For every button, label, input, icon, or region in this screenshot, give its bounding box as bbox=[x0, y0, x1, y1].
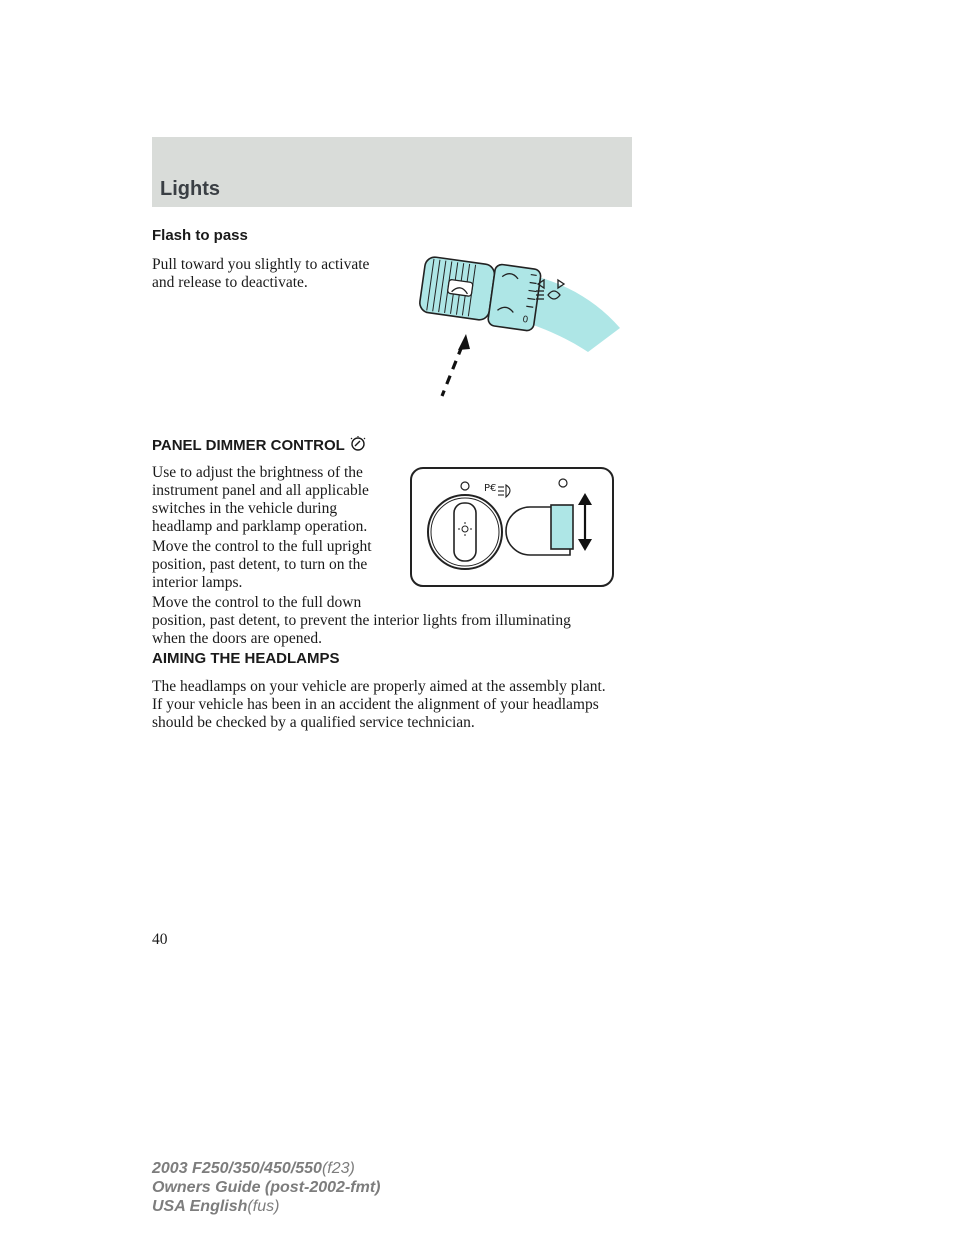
header-band bbox=[152, 137, 632, 207]
panel-dimmer-paragraph-2: Move the control to the full upright position, past detent, to turn on the interior lamps. bbox=[152, 538, 372, 591]
headlamp-switch-illustration bbox=[410, 467, 614, 587]
svg-text:0: 0 bbox=[521, 314, 529, 326]
panel-dimmer-heading: PANEL DIMMER CONTROL bbox=[152, 435, 367, 454]
dimmer-icon bbox=[349, 435, 367, 453]
footer-language-code: (fus) bbox=[247, 1198, 280, 1215]
multifunction-lever-illustration bbox=[408, 250, 628, 402]
footer-guide: Owners Guide (post-2002-fmt) bbox=[152, 1179, 381, 1196]
panel-dimmer-paragraph-1: Use to adjust the brightness of the instrument panel and all applicable switches in the vehicle during headlamp and parklamp operation. bbox=[152, 464, 369, 535]
section-title: Lights bbox=[160, 178, 220, 200]
aiming-headlamps-text: The headlamps on your vehicle are properly aimed at the assembly plant. If your vehicle has been in an accident the alignment of your headlamps should be checked by a qualified service technician. bbox=[152, 678, 606, 731]
page-number: 40 bbox=[152, 931, 168, 948]
footer-language: USA English bbox=[152, 1198, 248, 1215]
aiming-headlamps-heading: AIMING THE HEADLAMPS bbox=[152, 650, 340, 667]
footer-model-code: (f23) bbox=[321, 1160, 355, 1177]
document-footer bbox=[152, 1159, 380, 1216]
pull-direction-arrow bbox=[442, 346, 462, 396]
flash-to-pass-text: Pull toward you slightly to activate and release to deactivate. bbox=[152, 256, 370, 291]
footer-model: 2003 F250/350/450/550 bbox=[152, 1160, 322, 1177]
panel-dimmer-paragraph-3: Move the control to the full down position, past detent, to prevent the interior lights from illuminating when the doors are opened. bbox=[152, 594, 571, 647]
flash-to-pass-heading: Flash to pass bbox=[152, 227, 248, 244]
svg-text:P€: P€ bbox=[484, 483, 497, 494]
